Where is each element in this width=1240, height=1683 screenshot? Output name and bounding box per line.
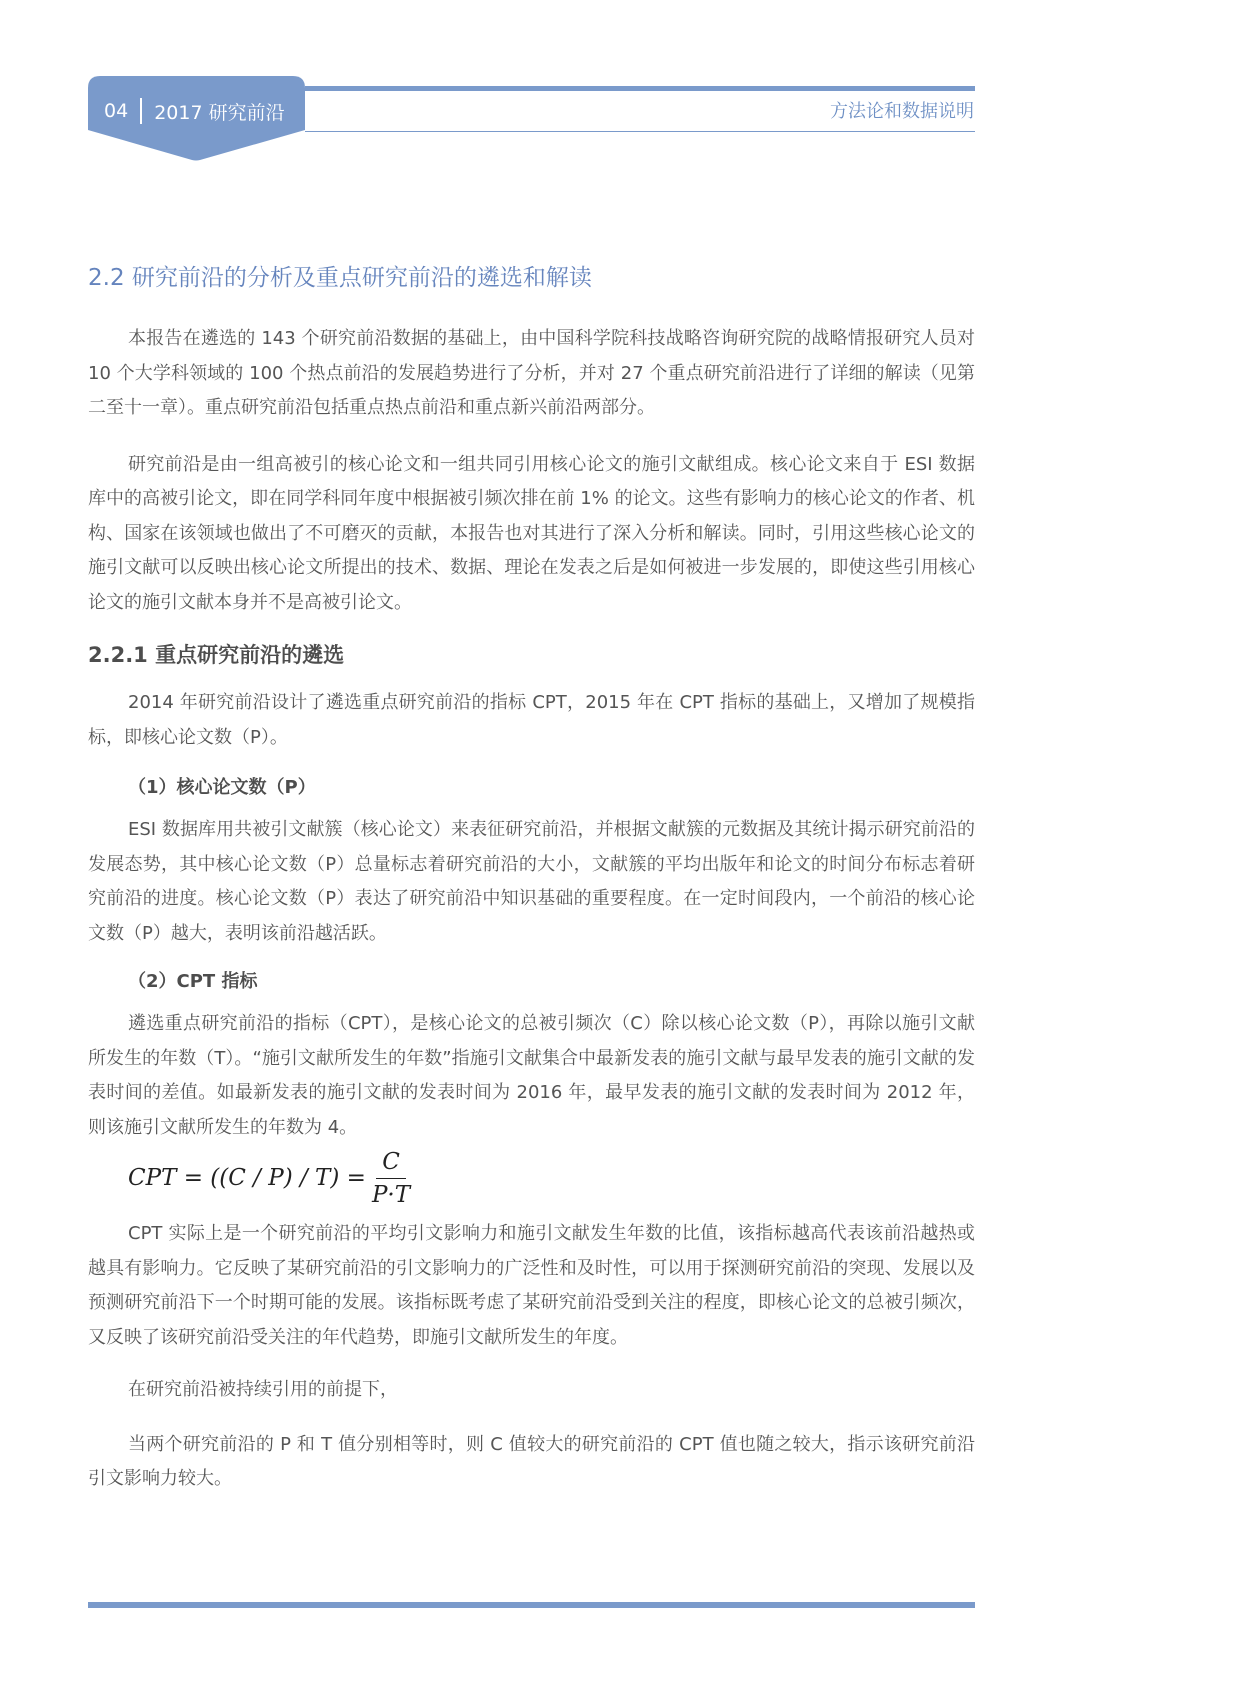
paragraph-definition: 研究前沿是由一组高被引的核心论文和一组共同引用核心论文的施引文献组成。核心论文来自于 ESI 数据库中的高被引论文，即在同学科同年度中根据被引频次排在前 1% 的论文。这些有影响力的核心论文的作者、机构、国家在该领域也做出了不可磨灭的贡献，本报告也对其进行了深入分析和解读。同时，引用这些核心论文的施引文献可以反映出核心论文所提出的技术、数据、理论在发表之后是如何被进一步发展的，即使这些引用核心论文的施引文献本身并不是高被引论文。 bbox=[88, 453, 975, 613]
subsection-title: 2.2.1 重点研究前沿的遴选 bbox=[88, 643, 345, 667]
paragraph-cpt-definition: 遴选重点研究前沿的指标（CPT），是核心论文的总被引频次（C）除以核心论文数（P），再除以施引文献所发生的年数（T）。“施引文献所发生的年数”指施引文献集合中最新发表的施引文献与最早发表的施引文献的发表时间的差值。如最新发表的施引文献的发表时间为 2016 年，最早发表的施引文献的发表时间为 2012 年，则该施引文献所发生的年数为 4。 bbox=[88, 1013, 975, 1138]
paragraph-cpt-meaning: CPT 实际上是一个研究前沿的平均引文影响力和施引文献发生年数的比值，该指标越高代表该前沿越热或越具有影响力。它反映了某研究前沿的引文影响力的广泛性和及时性，可以用于探测研究前沿的突现、发展以及预测研究前沿下一个时期可能的发展。该指标既考虑了某研究前沿受到关注的程度，即核心论文的总被引频次，又反映了该研究前沿受关注的年代趋势，即施引文献所发生的年度。 bbox=[88, 1223, 975, 1348]
header-divider bbox=[140, 98, 142, 124]
footer-rule bbox=[88, 1602, 975, 1608]
page-number: 04 bbox=[104, 100, 129, 122]
cpt-formula bbox=[88, 1145, 975, 1211]
section-title: 2.2 研究前沿的分析及重点研究前沿的遴选和解读 bbox=[88, 265, 592, 291]
page-content bbox=[88, 258, 975, 1497]
item-core-papers-title: （1）核心论文数（P） bbox=[128, 777, 316, 798]
header-rule-top bbox=[305, 86, 975, 91]
item-cpt-title: （2）CPT 指标 bbox=[128, 971, 258, 992]
report-title: 2017 研究前沿 bbox=[154, 101, 285, 124]
paragraph-cpt-intro: 2014 年研究前沿设计了遴选重点研究前沿的指标 CPT，2015 年在 CPT 指标的基础上，又增加了规模指标，即核心论文数（P）。 bbox=[88, 692, 975, 748]
paragraph-core-papers: ESI 数据库用共被引文献簇（核心论文）来表征研究前沿，并根据文献簇的元数据及其统计揭示研究前沿的发展态势，其中核心论文数（P）总量标志着研究前沿的大小，文献簇的平均出版年和论文的时间分布标志着研究前沿的进度。核心论文数（P）表达了研究前沿中知识基础的重要程度。在一定时间段内，一个前沿的核心论文数（P）越大，表明该前沿越活跃。 bbox=[88, 819, 975, 944]
formula-denominator: P·T bbox=[371, 1181, 411, 1208]
paragraph-conclusion: 当两个研究前沿的 P 和 T 值分别相等时，则 C 值较大的研究前沿的 CPT 值也随之较大，指示该研究前沿引文影响力较大。 bbox=[88, 1433, 975, 1489]
paragraph-premise: 在研究前沿被持续引用的前提下， bbox=[128, 1379, 398, 1400]
paragraph-intro: 本报告在遴选的 143 个研究前沿数据的基础上，由中国科学院科技战略咨询研究院的战略情报研究人员对 10 个大学科领域的 100 个热点前沿的发展趋势进行了分析，并对 27 个重点研究前沿进行了详细的解读（见第二至十一章）。重点研究前沿包括重点热点前沿和重点新兴前沿两部分。 bbox=[88, 328, 975, 418]
formula-numerator: C bbox=[376, 1148, 406, 1179]
header-label bbox=[104, 96, 285, 126]
formula-lhs: CPT = ((C / P) / T) = bbox=[128, 1165, 366, 1191]
formula-fraction bbox=[372, 1148, 410, 1209]
section-header-title: 方法论和数据说明 bbox=[830, 101, 974, 122]
header-rule-bottom bbox=[305, 131, 975, 132]
